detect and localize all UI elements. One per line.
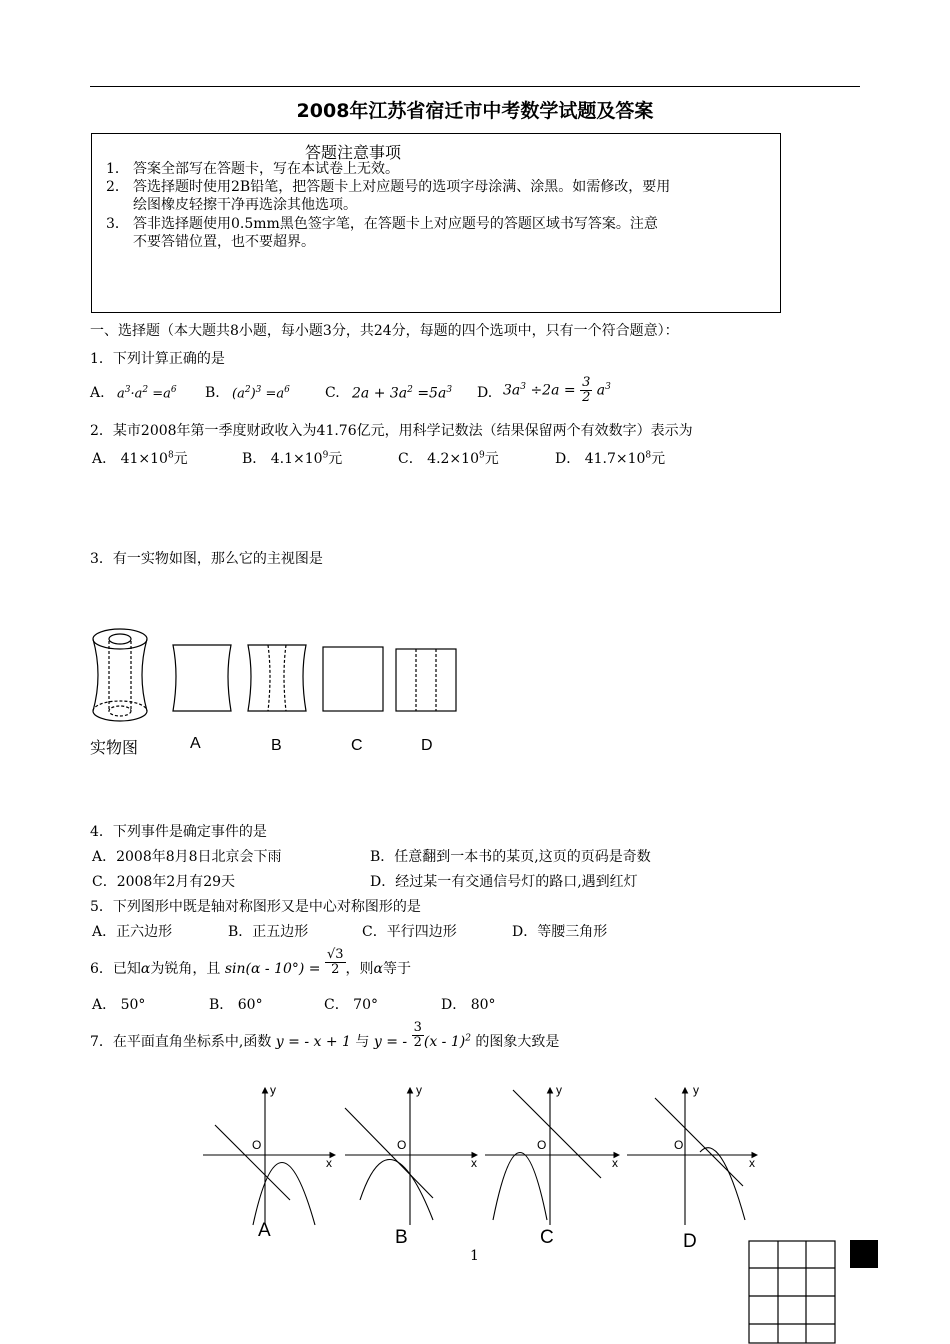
notice-item-3-num: 3．	[106, 216, 129, 232]
graph-a-y-label: y	[270, 1083, 276, 1097]
graph-b-origin: O	[397, 1138, 407, 1152]
q3-figures	[85, 625, 465, 730]
q2-option-d: D． $41.7\times 10^8$元	[555, 450, 666, 467]
q5-option-b: B．正五边形	[228, 924, 309, 940]
object-figure	[93, 629, 147, 721]
q4-option-c: C．2008年2月有29天	[92, 874, 236, 890]
q1-option-c-label: C.	[325, 385, 340, 401]
graph-d-y-label: y	[693, 1083, 699, 1097]
q4-option-b: B．任意翻到一本书的某页,这页的页码是奇数	[370, 849, 651, 865]
q5-option-a: A．正六边形	[92, 924, 173, 940]
graph-a	[203, 1088, 335, 1225]
q2-stem: 2．某市2008年第一季度财政收入为41.76亿元，用科学记数法（结果保留两个有效数字）表示为	[90, 423, 693, 439]
graph-c-x-label: x	[612, 1156, 618, 1170]
q1-option-d-label: D.	[477, 385, 493, 401]
graph-d-label: D	[683, 1231, 697, 1252]
page-title: 2008年江苏省宿迁市中考数学试题及答案	[296, 100, 654, 122]
q3-stem: 3．有一实物如图，那么它的主视图是	[90, 551, 323, 567]
graph-b-x-label: x	[471, 1156, 477, 1170]
graph-b-y-label: y	[416, 1083, 422, 1097]
registration-mark	[850, 1240, 878, 1268]
q7-graphs	[195, 1080, 765, 1230]
graph-a-x-label: x	[326, 1156, 332, 1170]
q6-option-c: C． 70°	[324, 997, 378, 1013]
q1-option-a-expr: $a^3\cdot a^2 =a^6$	[117, 385, 177, 402]
q4-option-d: D．经过某一有交通信号灯的路口,遇到红灯	[370, 874, 638, 890]
q6-option-d: D． 80°	[441, 997, 496, 1013]
q3-label-c: C	[351, 737, 363, 754]
q1-option-c-expr: $2a + 3a^2 =5a^3$	[352, 385, 453, 402]
q6-stem: 6．已知α为锐角，且 sin(α - 10°) = $\frac{√3}{2}$ ，则α等于	[90, 946, 412, 977]
notice-item-3-line-1: 答非选择题使用0.5mm黑色签字笔，在答题卡上对应题号的答题区域书写答案。注意	[133, 216, 658, 232]
graph-d-origin: O	[674, 1138, 684, 1152]
q1-option-d-expr: $3a^3 \div 2a$ = $\frac{3}{2}$ $a^3$	[503, 375, 611, 405]
graph-a-origin: O	[252, 1138, 262, 1152]
graph-a-label: A	[258, 1220, 271, 1241]
q6-option-a: A． 50°	[92, 997, 146, 1013]
view-c	[323, 647, 383, 711]
graph-c-origin: O	[537, 1138, 547, 1152]
q5-option-d: D．等腰三角形	[512, 924, 608, 940]
q3-label-a: A	[190, 735, 201, 752]
notice-item-1-num: 1．	[106, 161, 129, 177]
view-d	[396, 649, 456, 711]
notice-heading: 答题注意事项	[305, 143, 402, 162]
section-heading: 一、选择题（本大题共8小题，每小题3分，共24分，每题的四个选项中，只有一个符合题意）：	[90, 323, 679, 339]
q1-stem: 1．下列计算正确的是	[90, 351, 225, 367]
q4-option-a: A．2008年8月8日北京会下雨	[92, 849, 282, 865]
q3-label-object: 实物图	[90, 740, 139, 757]
graph-c-label: C	[540, 1227, 554, 1248]
graph-d	[627, 1088, 757, 1225]
q1-option-b-label: B.	[205, 385, 220, 401]
graph-d-x-label: x	[749, 1156, 755, 1170]
notice-item-3-line-2: 不要答错位置，也不要超界。	[133, 234, 315, 250]
q5-option-c: C．平行四边形	[362, 924, 457, 940]
notice-item-1-line-1: 答案全部写在答题卡，写在本试卷上无效。	[133, 161, 399, 177]
q2-option-a: A． $41\times 10^8$元	[92, 450, 188, 467]
q2-option-b: B． $4.1\times 10^9$元	[242, 450, 343, 467]
q1-option-b-expr: $(a^2)^3 =a^6$	[232, 385, 290, 402]
graph-b-label: B	[395, 1227, 408, 1248]
q3-label-b: B	[271, 737, 282, 754]
q6-option-b: B． 60°	[209, 997, 263, 1013]
page-number: 1	[470, 1248, 479, 1264]
graph-b	[345, 1088, 477, 1225]
notice-item-2-line-2: 绘图橡皮轻擦干净再选涂其他选项。	[133, 197, 357, 213]
view-a	[173, 645, 231, 711]
q2-option-c: C． $4.2\times 10^9$元	[398, 450, 499, 467]
q5-stem: 5．下列图形中既是轴对称图形又是中心对称图形的是	[90, 899, 421, 915]
q4-stem: 4．下列事件是确定事件的是	[90, 824, 267, 840]
notice-item-2-num: 2．	[106, 179, 129, 195]
notice-item-2-line-1: 答选择题时使用2B铅笔，把答题卡上对应题号的选项字母涂满、涂黑。如需修改，要用	[133, 179, 671, 195]
q3-label-d: D	[421, 737, 433, 754]
graph-c-y-label: y	[556, 1083, 562, 1097]
q7-stem: 7．在平面直角坐标系中,函数 y = - x + 1 与 y = - $\frac{3}{2}$ (x - 1)$^2$ 的图象大致是	[90, 1019, 560, 1050]
q1-option-a-label: A.	[90, 385, 105, 401]
corner-grid	[748, 1240, 838, 1344]
view-b	[248, 645, 306, 711]
graph-c	[485, 1088, 619, 1225]
top-rule	[90, 86, 860, 87]
